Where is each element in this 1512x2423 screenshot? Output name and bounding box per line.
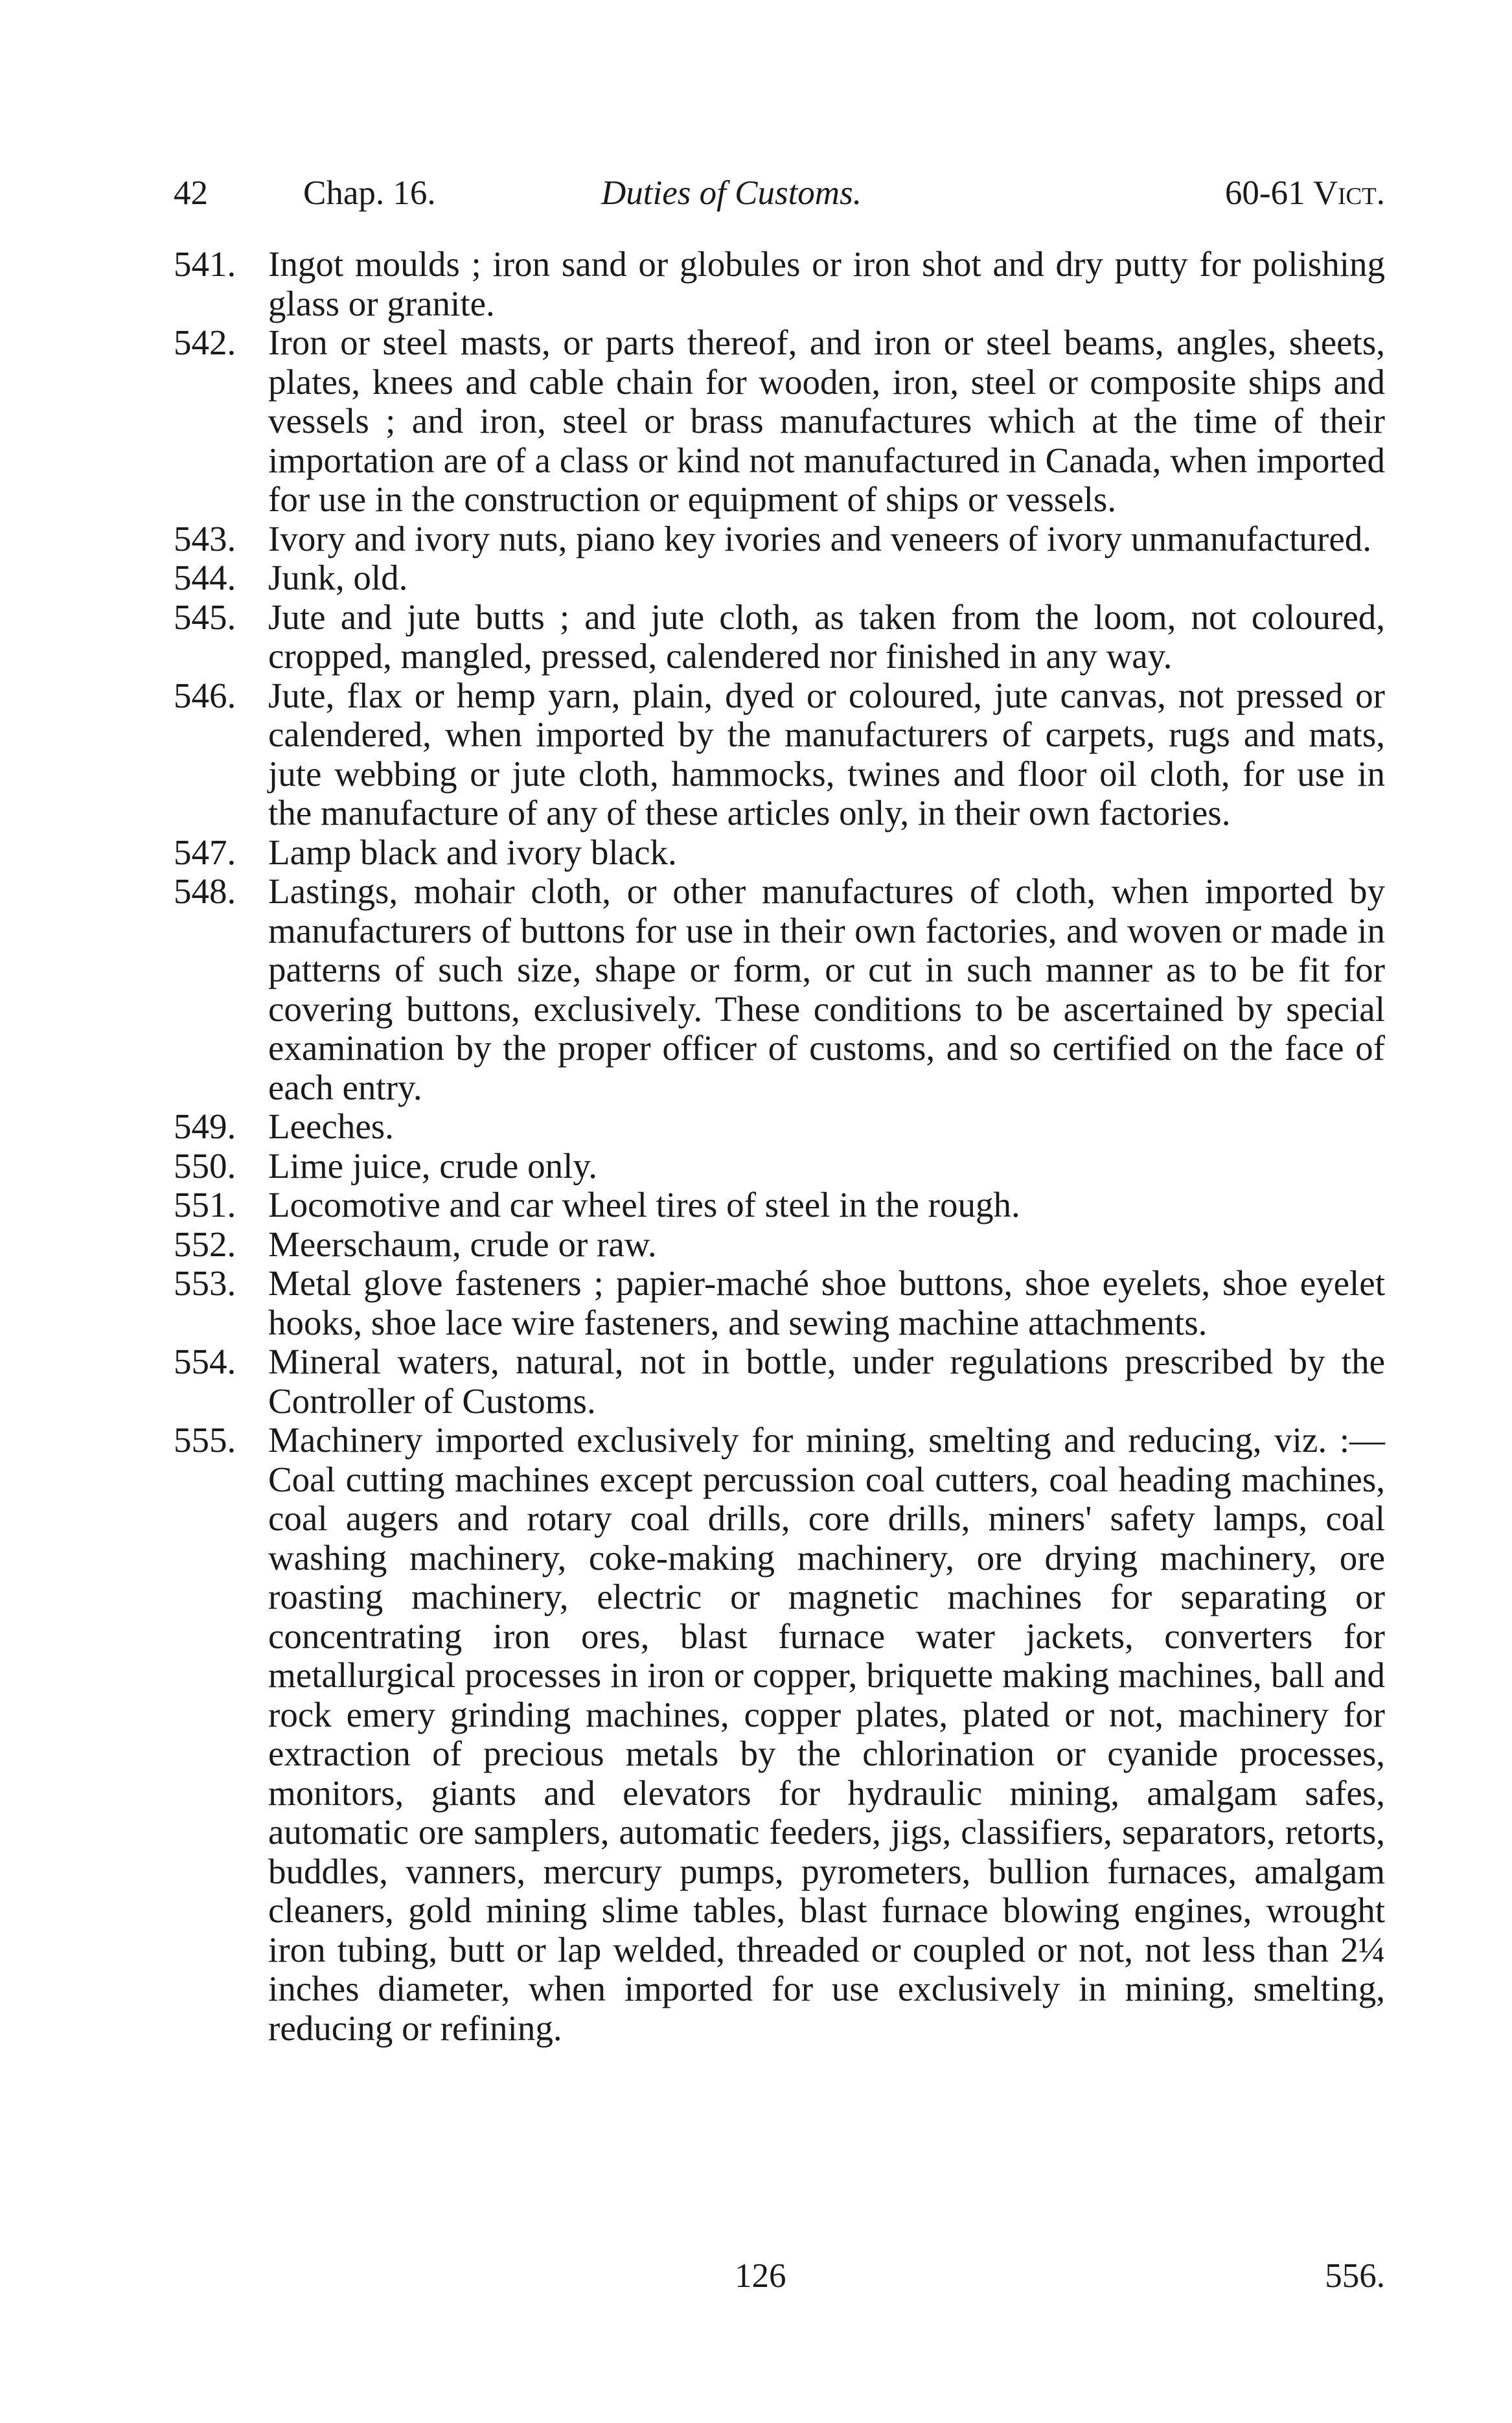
entry-text: Junk, old. <box>268 558 408 597</box>
entry-number: 550. <box>174 1145 236 1186</box>
entry-text: Locomotive and car wheel tires of steel in the rough. <box>268 1185 1020 1224</box>
entry-text: Lime juice, crude only. <box>268 1145 598 1186</box>
entry-number: 541. <box>174 244 236 284</box>
tariff-entry <box>174 872 1385 1107</box>
entry-text: Jute and jute butts ; and jute cloth, as taken from the loom, not coloured, cropped, mangled, pressed, calendered nor finished in any way. <box>268 597 1385 676</box>
entry-text: Lastings, mohair cloth, or other manufactures of cloth, when imported by manufacturers of buttons for use in their own factories, and woven or made in patterns of such size, shape or form, or cut in such manner as to be fit for covering buttons, exclusively. These conditions to be ascertained by special examination by the proper officer of customs, and so certified on the face of each entry. <box>268 871 1385 1107</box>
tariff-entry <box>174 323 1385 520</box>
entry-text: Lamp black and ivory black. <box>268 832 677 872</box>
entry-number: 555. <box>174 1420 236 1460</box>
tariff-entry <box>174 1107 1385 1147</box>
entry-text: Ingot moulds ; iron sand or globules or iron shot and dry putty for polishing glass or granite. <box>268 244 1385 323</box>
entry-text: Metal glove fasteners ; papier-maché shoe buttons, shoe eyelets, shoe eyelet hooks, shoe lace wire fasteners, and sewing machine attachments. <box>268 1263 1385 1342</box>
tariff-entry <box>174 1421 1385 2048</box>
entry-number: 542. <box>174 323 236 362</box>
entry-number: 543. <box>174 518 236 558</box>
tariff-entry <box>174 833 1385 873</box>
entry-number: 554. <box>174 1342 236 1381</box>
tariff-entry <box>174 1342 1385 1421</box>
entry-text: Mineral waters, natural, not in bottle, under regulations prescribed by the Controller of Customs. <box>268 1342 1385 1421</box>
entry-text: Machinery imported exclusively for mining, smelting and reducing, viz. :—Coal cutting machines except percussion coal cutters, coal heading machines, coal augers and rotary coal drills, core drills, miners' safety lamps, coal washing machinery, coke-making machinery, ore drying machinery, ore roasting machinery, electric or magnetic machines for separating or concentrating iron ores, blast furnace water jackets, converters for metallurgical processes in iron or copper, briquette making machines, ball and rock emery grinding machines, copper plates, plated or not, machinery for extraction of precious metals by the chlorination or cyanide processes, monitors, giants and elevators for hydraulic mining, amalgam safes, automatic ore samplers, automatic feeders, jigs, classifiers, separators, retorts, buddles, vanners, mercury pumps, pyrometers, bullion furnaces, amalgam cleaners, gold mining slime tables, blast furnace blowing engines, wrought iron tubing, butt or lap welded, threaded or coupled or not, not less than 2¼ inches diameter, when imported for use exclusively in mining, smelting, reducing or refining. <box>268 1420 1385 2048</box>
entry-number: 551. <box>174 1185 236 1224</box>
entry-number: 548. <box>174 871 236 911</box>
entry-number: 545. <box>174 597 236 637</box>
page-number: 42 <box>174 174 208 212</box>
running-title: Duties of Customs. <box>601 174 862 212</box>
chapter-label: Chap. 16. <box>303 174 436 212</box>
tariff-entry <box>174 1147 1385 1186</box>
page-footer <box>174 2253 1385 2299</box>
regnal-year: 60-61 Vict. <box>1224 174 1385 212</box>
catchword: 556. <box>1325 2257 1385 2295</box>
entry-number: 552. <box>174 1224 236 1264</box>
running-header <box>174 167 1385 219</box>
tariff-entry <box>174 558 1385 598</box>
entry-number: 549. <box>174 1107 236 1146</box>
signature-mark: 126 <box>735 2257 786 2295</box>
entry-number: 546. <box>174 675 236 715</box>
tariff-entry <box>174 598 1385 676</box>
tariff-entry <box>174 520 1385 559</box>
tariff-entry <box>174 676 1385 833</box>
tariff-entry <box>174 1225 1385 1265</box>
entry-text: Meerschaum, crude or raw. <box>268 1224 657 1264</box>
tariff-entries <box>174 245 1385 2048</box>
tariff-entry <box>174 1186 1385 1225</box>
entry-text: Leeches. <box>268 1107 394 1146</box>
entry-number: 544. <box>174 558 236 597</box>
entry-number: 547. <box>174 832 236 872</box>
tariff-entry <box>174 245 1385 323</box>
entry-text: Iron or steel masts, or parts thereof, and iron or steel beams, angles, sheets, plates, knees and cable chain for wooden, iron, steel or composite ships and vessels ; and iron, steel or brass manufactures which at the time of their importation are of a class or kind not manufactured in Canada, when imported for use in the construction or equipment of ships or vessels. <box>268 323 1385 519</box>
tariff-entry <box>174 1264 1385 1342</box>
entry-text: Ivory and ivory nuts, piano key ivories and veneers of ivory unmanufactured. <box>268 518 1371 558</box>
entry-number: 553. <box>174 1263 236 1303</box>
entry-text: Jute, flax or hemp yarn, plain, dyed or coloured, jute canvas, not pressed or calendered, when imported by the manufacturers of carpets, rugs and mats, jute webbing or jute cloth, hammocks, twines and floor oil cloth, for use in the manufacture of any of these articles only, in their own factories. <box>268 675 1385 833</box>
